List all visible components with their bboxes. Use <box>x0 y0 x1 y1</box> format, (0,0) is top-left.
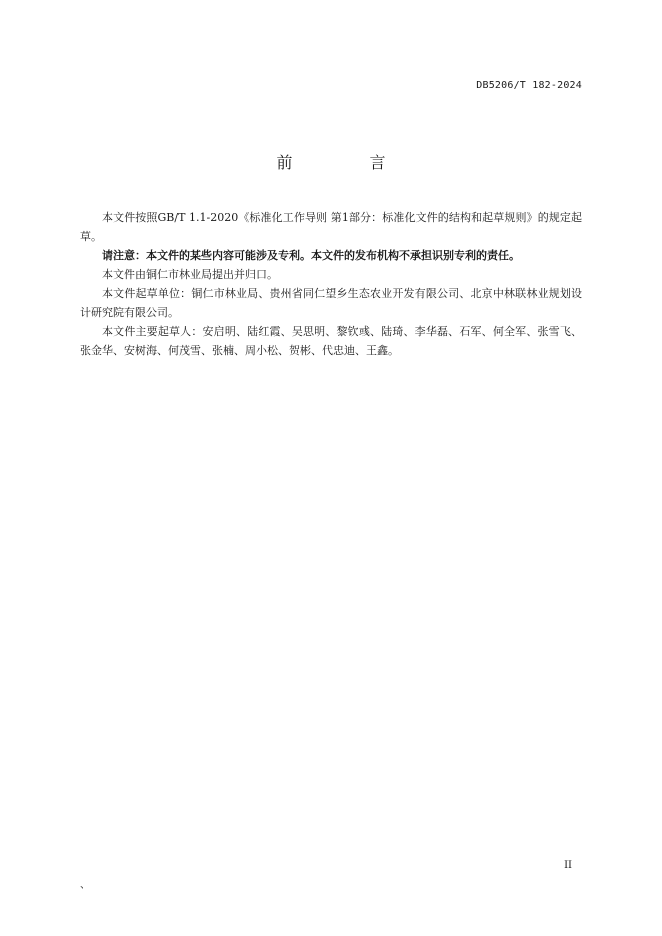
page-title: 前 言 <box>276 153 422 172</box>
paragraph-patent-notice: 请注意：本文件的某些内容可能涉及专利。本文件的发布机构不承担识别专利的责任。 <box>102 249 520 262</box>
page-number: II <box>564 860 572 871</box>
stray-mark: 、 <box>80 880 90 891</box>
paragraph-proposer: 本文件由铜仁市林业局提出并归口。 <box>102 268 278 281</box>
standard-code: DB5206/T 182-2024 <box>476 80 582 91</box>
paragraph-drafting-basis: 本文件按照GB/T 1.1-2020《标准化工作导则 第1部分：标准化文件的结构和起草规则》的规定起草。 <box>80 211 582 243</box>
paragraph-drafters: 本文件主要起草人：安启明、陆红霞、吴思明、黎钦彧、陆琦、李华磊、石军、何全军、张雪飞、张金华、安树海、何茂雪、张楠、周小松、贺彬、代忠迪、王鑫。 <box>80 325 582 357</box>
foreword-body <box>80 208 582 360</box>
paragraph-drafting-units: 本文件起草单位：铜仁市林业局、贵州省同仁望乡生态农业开发有限公司、北京中林联林业规划设计研究院有限公司。 <box>80 287 582 319</box>
